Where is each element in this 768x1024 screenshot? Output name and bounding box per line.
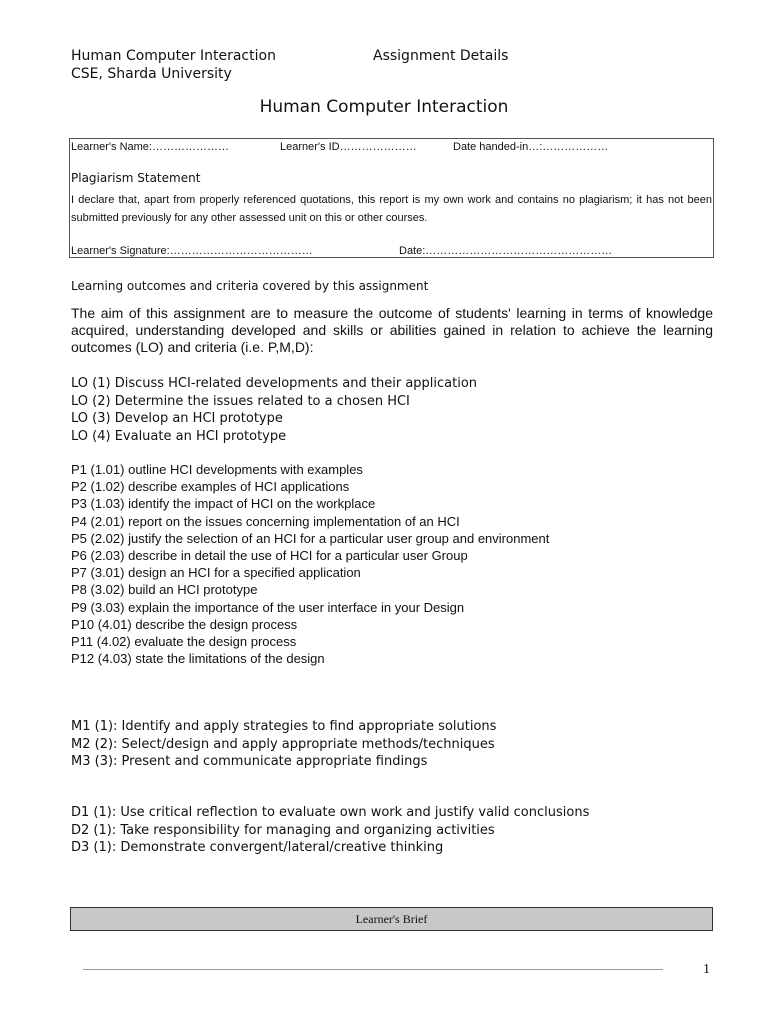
merit-criteria-list bbox=[71, 718, 496, 771]
list-item: P1 (1.01) outline HCI developments with examples bbox=[71, 462, 363, 477]
list-item: P4 (2.01) report on the issues concerning implementation of an HCI bbox=[71, 513, 460, 529]
cover-box bbox=[69, 138, 714, 258]
footer-divider bbox=[83, 969, 663, 970]
list-item: M2 (2): Select/design and apply appropriate methods/techniques bbox=[71, 736, 495, 752]
learners-brief-bar: Learner's Brief bbox=[70, 907, 713, 931]
list-item: P3 (1.03) identify the impact of HCI on the workplace bbox=[71, 496, 376, 512]
list-item: P11 (4.02) evaluate the design process bbox=[71, 634, 297, 650]
list-item: LO (4) Evaluate an HCI prototype bbox=[71, 428, 287, 444]
page-number: 1 bbox=[703, 962, 710, 977]
list-item: P9 (3.03) explain the importance of the user interface in your Design bbox=[71, 599, 465, 615]
learner-name-field: Learner's Name:………………… bbox=[71, 141, 229, 153]
list-item: LO (1) Discuss HCI-related developments and their application bbox=[71, 376, 478, 391]
list-item: D3 (1): Demonstrate convergent/lateral/creative thinking bbox=[71, 840, 444, 855]
header-institution: CSE, Sharda University bbox=[71, 66, 232, 82]
distinction-criteria-list bbox=[71, 804, 589, 857]
header-course: Human Computer Interaction bbox=[71, 48, 276, 64]
aim-paragraph: The aim of this assignment are to measure the outcome of students' learning in terms of knowledge acquired, understanding developed and skills or abilities gained in relation to achieve the learning outcomes (LO) and criteria (i.e. P,M,D): bbox=[71, 305, 713, 355]
list-item: P10 (4.01) describe the design process bbox=[71, 616, 298, 632]
page-title: Human Computer Interaction bbox=[259, 97, 509, 117]
pass-criteria-list bbox=[71, 461, 549, 667]
list-item: D2 (1): Take responsibility for managing and organizing activities bbox=[71, 822, 495, 838]
list-item: P6 (2.03) describe in detail the use of HCI for a particular user Group bbox=[71, 548, 468, 564]
list-item: D1 (1): Use critical reflection to evaluate own work and justify valid conclusions bbox=[71, 805, 590, 820]
list-item: M3 (3): Present and communicate appropriate findings bbox=[71, 754, 428, 769]
date-handed-in-field: Date handed-in…:……………… bbox=[453, 141, 609, 153]
header-doc-type: Assignment Details bbox=[373, 48, 509, 64]
signature-date-field: Date:…………………………………………… bbox=[399, 245, 613, 257]
list-item: M1 (1): Identify and apply strategies to find appropriate solutions bbox=[71, 719, 497, 734]
plagiarism-heading: Plagiarism Statement bbox=[71, 171, 201, 185]
plagiarism-declaration: I declare that, apart from properly referenced quotations, this report is my own work and contains no plagiarism; it has not been submitted previously for any other assessed unit on this or other courses. bbox=[71, 194, 712, 224]
list-item: P12 (4.03) state the limitations of the design bbox=[71, 651, 325, 667]
list-item: P7 (3.01) design an HCI for a specified application bbox=[71, 565, 361, 581]
learning-outcomes-list bbox=[71, 375, 477, 445]
list-item: LO (2) Determine the issues related to a chosen HCI bbox=[71, 393, 410, 409]
learner-id-field: Learner's ID………………… bbox=[280, 141, 417, 153]
outcomes-heading: Learning outcomes and criteria covered by this assignment bbox=[71, 279, 429, 293]
learner-signature-field: Learner's Signature:………………………………… bbox=[71, 245, 313, 257]
list-item: P8 (3.02) build an HCI prototype bbox=[71, 582, 258, 598]
list-item: P2 (1.02) describe examples of HCI applications bbox=[71, 479, 350, 495]
list-item: LO (3) Develop an HCI prototype bbox=[71, 411, 283, 426]
list-item: P5 (2.02) justify the selection of an HCI for a particular user group and environment bbox=[71, 530, 550, 546]
